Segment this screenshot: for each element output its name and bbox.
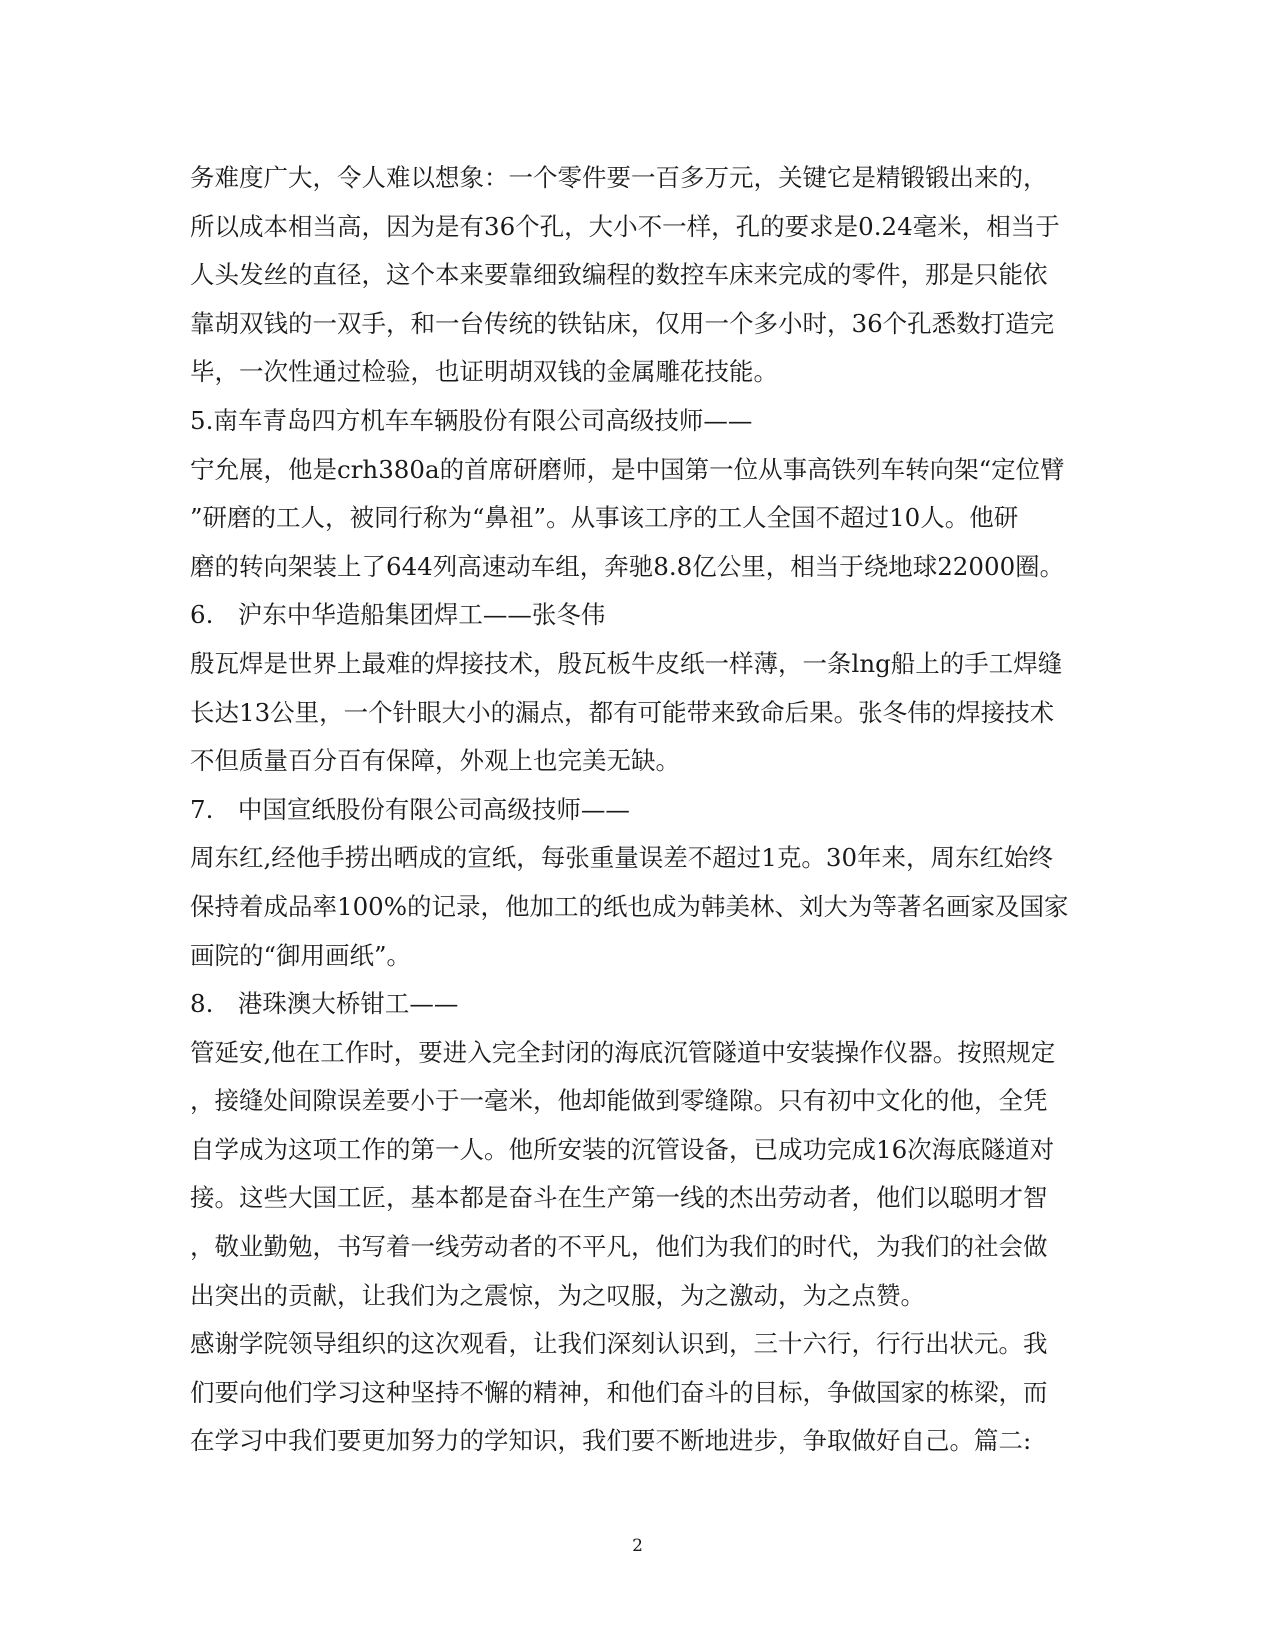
section-heading: 8. 港珠澳大桥钳工—— (190, 989, 459, 1019)
text-line: 殷瓦焊是世界上最难的焊接技术，殷瓦板牛皮纸一样薄，一条lng船上的手工焊缝 (190, 648, 1063, 678)
text-line: 出突出的贡献，让我们为之震惊，为之叹服，为之激动，为之点赞。 (190, 1280, 925, 1310)
text-line: 自学成为这项工作的第一人。他所安装的沉管设备，已成功完成16次海底隧道对 (190, 1134, 1055, 1164)
section-heading: 6. 沪东中华造船集团焊工——张冬伟 (190, 600, 606, 630)
text-line: 磨的转向架装上了644列高速动车组，奔驰8.8亿公里，相当于绕地球22000圈。 (190, 551, 1065, 581)
text-line: 周东红,经他手捞出晒成的宣纸，每张重量误差不超过1克。30年来，周东红始终 (190, 843, 1054, 873)
text-line: ，敬业勤勉，书写着一线劳动者的不平凡，他们为我们的时代，为我们的社会做 (190, 1232, 1048, 1262)
text-line: 毕，一次性通过检验，也证明胡双钱的金属雕花技能。 (190, 357, 778, 387)
document-body (190, 154, 1080, 1466)
text-line: 接。这些大国工匠，基本都是奋斗在生产第一线的杰出劳动者，他们以聪明才智 (190, 1183, 1048, 1213)
section-heading: 7. 中国宣纸股份有限公司高级技师—— (190, 794, 630, 824)
text-line: 们要向他们学习这种坚持不懈的精神，和他们奋斗的目标，争做国家的栋梁，而 (190, 1377, 1048, 1407)
section-heading: 5.南车青岛四方机车车辆股份有限公司高级技师—— (190, 405, 753, 435)
text-line: ，接缝处间隙误差要小于一毫米，他却能做到零缝隙。只有初中文化的他，全凭 (190, 1086, 1048, 1116)
text-line: 宁允展，他是crh380a的首席研磨师，是中国第一位从事高铁列车转向架“定位臂 (190, 454, 1065, 484)
text-line: ”研磨的工人，被同行称为“鼻祖”。从事该工序的工人全国不超过10人。他研 (190, 503, 1019, 533)
text-line: 人头发丝的直径，这个本来要靠细致编程的数控车床来完成的零件，那是只能依 (190, 260, 1048, 290)
text-line: 不但质量百分百有保障，外观上也完美无缺。 (190, 746, 680, 776)
text-line: 务难度广大，令人难以想象：一个零件要一百多万元，关键它是精锻锻出来的， (190, 163, 1048, 192)
text-line: 感谢学院领导组织的这次观看，让我们深刻认识到，三十六行，行行出状元。我 (190, 1329, 1048, 1359)
text-line: 保持着成品率100%的记录，他加工的纸也成为韩美林、刘大为等著名画家及国家 (190, 891, 1069, 921)
text-line: 所以成本相当高，因为是有36个孔，大小不一样，孔的要求是0.24毫米，相当于 (190, 211, 1060, 241)
text-line: 靠胡双钱的一双手，和一台传统的铁钻床，仅用一个多小时，36个孔悉数打造完 (190, 308, 1055, 338)
text-line: 画院的“御用画纸”。 (190, 940, 412, 970)
page-number: 2 (632, 1536, 643, 1556)
text-line: 在学习中我们要更加努力的学知识，我们要不断地进步，争取做好自己。篇二: (190, 1426, 1032, 1456)
text-line: 长达13公里，一个针眼大小的漏点，都有可能带来致命后果。张冬伟的焊接技术 (190, 697, 1055, 727)
text-line: 管延安,他在工作时，要进入完全封闭的海底沉管隧道中安装操作仪器。按照规定 (190, 1037, 1056, 1067)
